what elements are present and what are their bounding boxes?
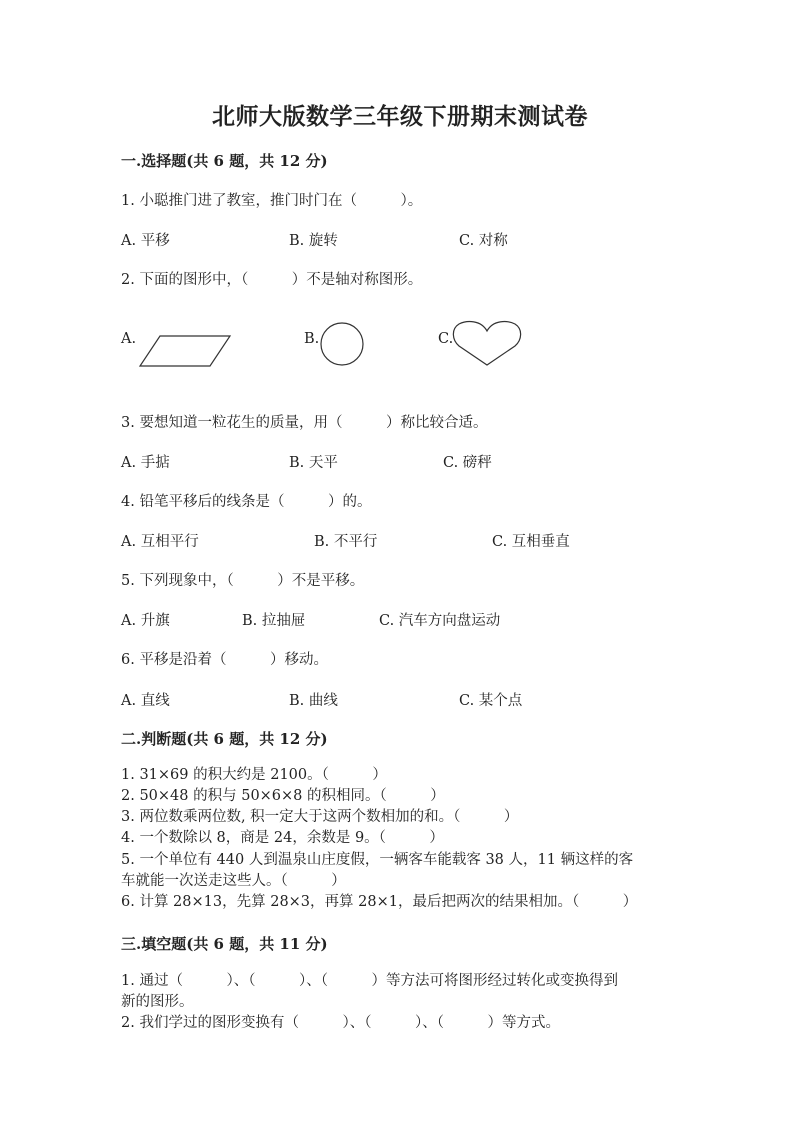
judge-item-3: 3. 两位数乘两位数, 积一定大于这两个数相加的和。（ ） <box>121 809 519 825</box>
section-heading-choice: 一.选择题(共 6 题，共 12 分) <box>121 152 328 170</box>
q6-option-c: C. 某个点 <box>459 693 523 709</box>
question-3: 3. 要想知道一粒花生的质量，用（ ）称比较合适。 <box>121 415 488 431</box>
page-title: 北师大版数学三年级下册期末测试卷 <box>212 103 588 130</box>
q2-option-c: C. <box>438 331 454 347</box>
q4-option-a: A. 互相平行 <box>121 534 199 550</box>
q5-option-b: B. 拉抽屉 <box>242 613 306 629</box>
circle-icon <box>319 321 365 367</box>
heart-icon <box>451 318 523 368</box>
judge-item-4: 4. 一个数除以 8，商是 24，余数是 9。（ ） <box>121 830 444 846</box>
fill-item-1-line1: 1. 通过（ ）、（ ）、（ ）等方法可将图形经过转化或变换得到 <box>121 973 618 989</box>
fill-item-2: 2. 我们学过的图形变换有（ ）、（ ）、（ ）等方式。 <box>121 1015 560 1031</box>
question-4: 4. 铅笔平移后的线条是（ ）的。 <box>121 494 372 510</box>
judge-item-1: 1. 31×69 的积大约是 2100。（ ） <box>121 767 387 783</box>
q3-option-a: A. 手掂 <box>121 455 170 471</box>
section-heading-judge: 二.判断题(共 6 题，共 12 分) <box>121 730 328 748</box>
judge-item-6: 6. 计算 28×13，先算 28×3，再算 28×1，最后把两次的结果相加。（ ） <box>121 894 638 910</box>
q3-option-b: B. 天平 <box>289 455 338 471</box>
q4-option-c: C. 互相垂直 <box>492 534 570 550</box>
q4-option-b: B. 不平行 <box>314 534 378 550</box>
question-5: 5. 下列现象中，（ ）不是平移。 <box>121 573 365 589</box>
q5-option-c: C. 汽车方向盘运动 <box>379 613 501 629</box>
question-1: 1. 小聪推门进了教室，推门时门在（ ）。 <box>121 193 423 209</box>
q1-option-c: C. 对称 <box>459 233 508 249</box>
judge-item-2: 2. 50×48 的积与 50×6×8 的积相同。（ ） <box>121 788 445 804</box>
q5-option-a: A. 升旗 <box>121 613 170 629</box>
q2-option-a: A. <box>121 331 137 347</box>
question-2: 2. 下面的图形中，（ ）不是轴对称图形。 <box>121 272 423 288</box>
question-6: 6. 平移是沿着（ ）移动。 <box>121 652 328 668</box>
q1-option-a: A. 平移 <box>121 233 170 249</box>
q6-option-b: B. 曲线 <box>289 693 338 709</box>
judge-item-5-line2: 车就能一次送走这些人。（ ） <box>121 873 346 889</box>
q1-option-b: B. 旋转 <box>289 233 338 249</box>
q2-option-b: B. <box>304 331 320 347</box>
parallelogram-icon <box>138 334 232 368</box>
q3-option-c: C. 磅秤 <box>443 455 492 471</box>
section-heading-fill: 三.填空题(共 6 题，共 11 分) <box>121 935 328 953</box>
q6-option-a: A. 直线 <box>121 693 170 709</box>
judge-item-5-line1: 5. 一个单位有 440 人到温泉山庄度假，一辆客车能载客 38 人，11 辆这样的客 <box>121 852 634 868</box>
fill-item-1-line2: 新的图形。 <box>121 994 194 1010</box>
